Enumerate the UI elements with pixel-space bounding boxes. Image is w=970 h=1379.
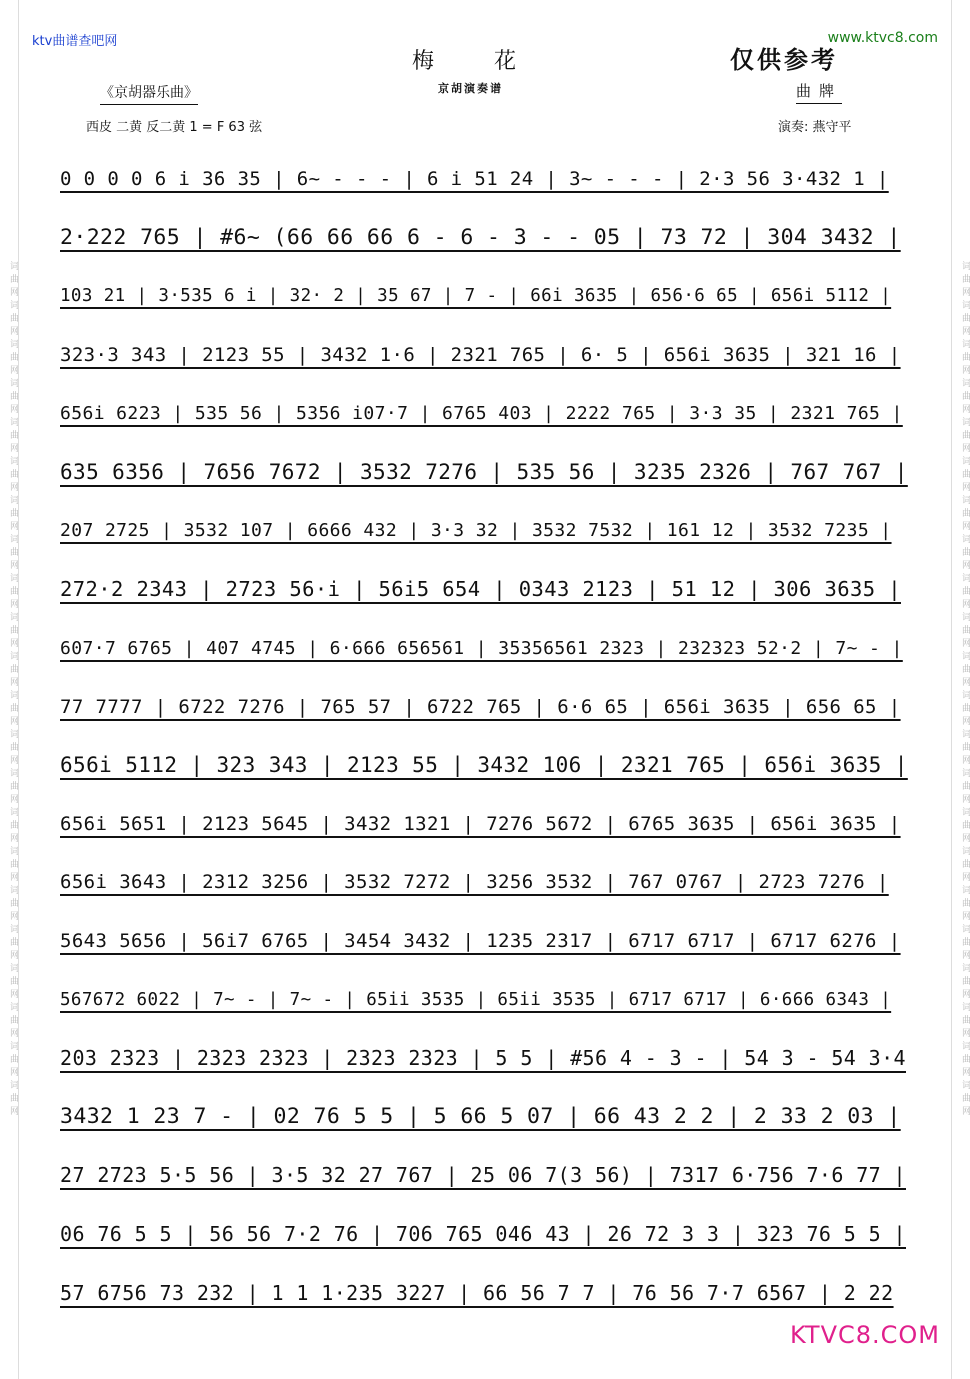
score-subtitle: 京胡演奏谱: [438, 82, 503, 95]
side-watermark-left: 词曲网词曲网词曲网词曲网词曲网词曲网词曲网词曲网词曲网词曲网词曲网词曲网词曲网词曲网词曲网词曲网词曲网词曲网词曲网词曲网词曲网词曲网: [0, 0, 19, 1379]
score-line: [60, 150, 910, 209]
score-line: [60, 795, 910, 854]
watermark-top-right: www.ktvc8.com: [827, 30, 938, 46]
performer: 演奏: 燕守平: [778, 120, 852, 135]
score-line: [60, 619, 910, 678]
score-line: [60, 677, 910, 736]
score-line-notes: 567672 6022 | 7~ - | 7~ - | 65ii 3535 | 65ii 3535 | 6717 6717 | 6·666 6343 |: [60, 989, 892, 1010]
score-line: [60, 209, 910, 268]
score-line: [60, 384, 910, 443]
score-line-notes: 656i 3643 | 2312 3256 | 3532 7272 | 3256 3532 | 767 0767 | 2723 7276 |: [60, 871, 889, 894]
score-line-notes: 635 6356 | 7656 7672 | 3532 7276 | 535 56 | 3235 2326 | 767 767 |: [60, 460, 908, 485]
score-line-notes: 203 2323 | 2323 2323 | 2323 2323 | 5 5 | #56 4 - 3 - | 54 3 - 54 3·4: [60, 1046, 906, 1071]
score-line: [60, 1146, 910, 1205]
watermark-top-left: ktv曲谱查吧网: [32, 34, 118, 49]
collection-name: 《京胡器乐曲》: [100, 82, 198, 105]
score-line-notes: 06 76 5 5 | 56 56 7·2 76 | 706 765 046 43 | 26 72 3 3 | 323 76 5 5 |: [60, 1221, 906, 1246]
score-line: [60, 1029, 910, 1088]
side-watermark-right: 词曲网词曲网词曲网词曲网词曲网词曲网词曲网词曲网词曲网词曲网词曲网词曲网词曲网词曲网词曲网词曲网词曲网词曲网词曲网词曲网词曲网词曲网: [951, 0, 970, 1379]
score-line-notes: 656i 5112 | 323 343 | 2123 55 | 3432 106 | 2321 765 | 656i 3635 |: [60, 753, 908, 778]
score-line: [60, 443, 910, 502]
score-line-notes: 207 2725 | 3532 107 | 6666 432 | 3·3 32 | 3532 7532 | 161 12 | 3532 7235 |: [60, 520, 892, 542]
score-line: [60, 326, 910, 385]
score-line-notes: 5643 5656 | 56i7 6765 | 3454 3432 | 1235 2317 | 6717 6717 | 6717 6276 |: [60, 930, 901, 953]
score-line: [60, 1088, 910, 1147]
score-line-notes: 2·222 765 | #6~ (66 66 66 6 - 6 - 3 - - 05 | 73 72 | 304 3432 |: [60, 225, 901, 251]
score-line-notes: 57 6756 73 232 | 1 1 1·235 3227 | 66 56 7 7 | 76 56 7·7 6567 | 2 22: [60, 1280, 894, 1305]
jianpu-score: [60, 150, 910, 1322]
reference-notice: 仅供参考: [730, 45, 838, 74]
score-line: [60, 560, 910, 619]
score-line: [60, 970, 910, 1029]
score-line: [60, 853, 910, 912]
score-title: 梅花: [412, 49, 577, 74]
score-line-notes: 272·2 2343 | 2723 56·i | 56i5 654 | 0343 2123 | 51 12 | 306 3635 |: [60, 577, 901, 602]
score-line-notes: 656i 6223 | 535 56 | 5356 i07·7 | 6765 403 | 2222 765 | 3·3 35 | 2321 765 |: [60, 403, 903, 425]
key-signature: 西皮 二黄 反二黄 1 = F 63 弦: [86, 120, 263, 135]
score-line: [60, 912, 910, 971]
score-line-notes: 607·7 6765 | 407 4745 | 6·666 656561 | 35356561 2323 | 232323 52·2 | 7~ - |: [60, 637, 903, 659]
score-line-notes: 0 0 0 0 6 i 36 35 | 6~ - - - | 6 i 51 24 | 3~ - - - | 2·3 56 3·432 1 |: [60, 168, 889, 191]
score-line: [60, 1205, 910, 1264]
score-line: [60, 267, 910, 326]
score-line-notes: 323·3 343 | 2123 55 | 3432 1·6 | 2321 765 | 6· 5 | 656i 3635 | 321 16 |: [60, 344, 901, 367]
score-line: [60, 736, 910, 795]
score-line-notes: 3432 1 23 7 - | 02 76 5 5 | 5 66 5 07 | 66 43 2 2 | 2 33 2 03 |: [60, 1104, 901, 1130]
score-line-notes: 27 2723 5·5 56 | 3·5 32 27 767 | 25 06 7(3 56) | 7317 6·756 7·6 77 |: [60, 1163, 906, 1188]
score-line-notes: 656i 5651 | 2123 5645 | 3432 1321 | 7276 5672 | 6765 3635 | 656i 3635 |: [60, 812, 901, 835]
score-line: [60, 1263, 910, 1322]
tune-type: 曲牌: [796, 80, 842, 104]
score-line: [60, 502, 910, 561]
score-line-notes: 77 7777 | 6722 7276 | 765 57 | 6722 765 | 6·6 65 | 656i 3635 | 656 65 |: [60, 695, 901, 718]
score-line-notes: 103 21 | 3·535 6 i | 32· 2 | 35 67 | 7 - | 66i 3635 | 656·6 65 | 656i 5112 |: [60, 286, 892, 307]
watermark-bottom-right: KTVC8.COM: [790, 1321, 940, 1349]
